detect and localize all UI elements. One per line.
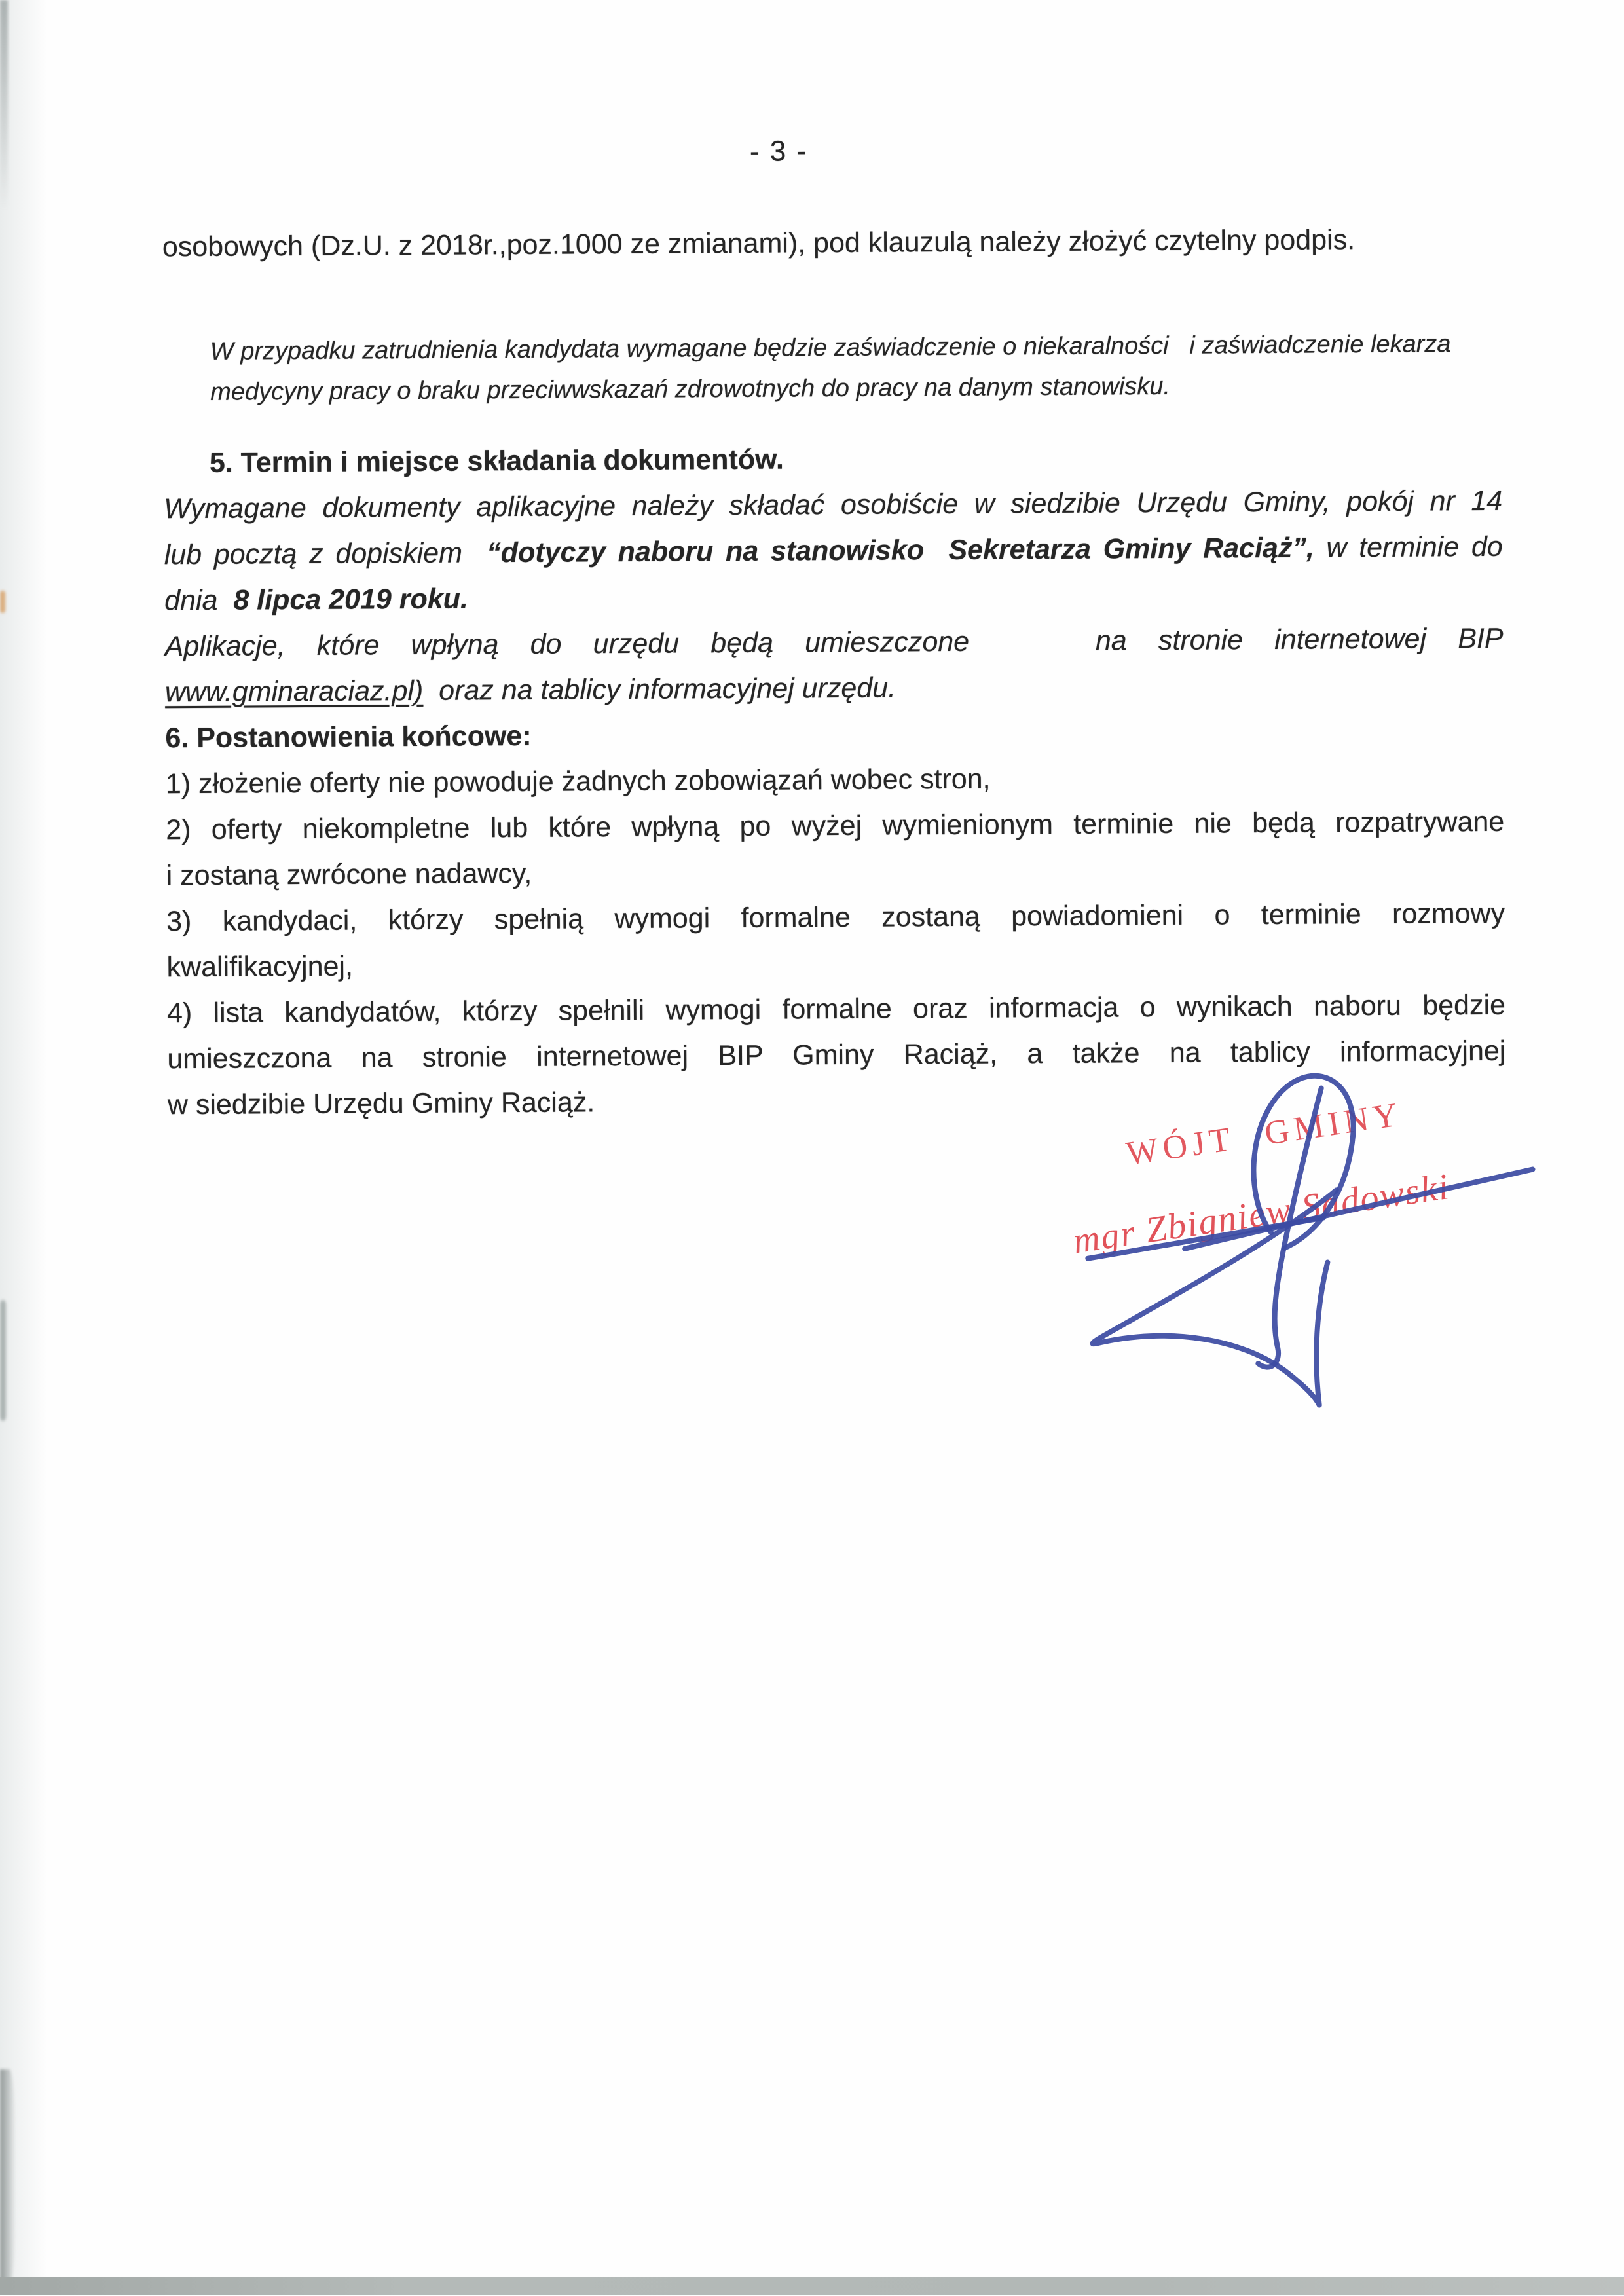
text-segment: “dotyczy naboru na stanowisko Sekretarza Gminy Raciąż”, bbox=[487, 532, 1314, 569]
text-line bbox=[164, 616, 1503, 669]
text-segment: Aplikacje, które wpłyną do urzędu będą umieszczone na stronie internetowej BIP bbox=[164, 622, 1504, 663]
text-segment: 8 lipca 2019 roku. bbox=[233, 583, 469, 616]
text-line bbox=[166, 936, 1505, 990]
scan-artifact-sliver bbox=[0, 1300, 6, 1421]
text-segment: Wymagane dokumenty aplikacyjne należy składać osobiście w siedzibie Urzędu Gminy, pokój nr 14 bbox=[164, 485, 1503, 525]
text-line bbox=[164, 478, 1502, 532]
document-body bbox=[162, 216, 1506, 1128]
text-line bbox=[210, 364, 1504, 413]
text-segment: 1) złożenie oferty nie powoduje żadnych zobowiązań wobec stron, bbox=[165, 763, 991, 800]
text-line bbox=[166, 845, 1505, 898]
text-segment: 3) kandydaci, którzy spełnią wymogi formalne zostaną powiadomieni o terminie rozmowy bbox=[166, 897, 1505, 938]
text-line bbox=[164, 570, 1503, 623]
text-segment: 2) oferty niekompletne lub które wpłyną po wyżej wymienionym terminie nie będą rozpatrywane bbox=[166, 805, 1505, 846]
text-segment: lub pocztą z dopiskiem bbox=[164, 537, 487, 571]
section-5-heading: 5. Termin i miejsce składania dokumentów. bbox=[209, 443, 784, 479]
text-line bbox=[162, 216, 1501, 270]
stamp-name-zbigniew-sadowski: mgr Zbigniew Sadowski bbox=[1070, 1166, 1452, 1262]
stamp-title-wojt-gminy: WÓJT GMINY bbox=[1124, 1095, 1405, 1174]
text-segment: w siedzibie Urzędu Gminy Raciąż. bbox=[167, 1086, 595, 1121]
url-text: www.gminaraciaz.pl) bbox=[164, 675, 424, 709]
intro-paragraph bbox=[162, 216, 1501, 270]
signature-ink-crossbar-long bbox=[1185, 1170, 1534, 1249]
text-line bbox=[164, 524, 1503, 578]
text-segment: kwalifikacyjnej, bbox=[166, 950, 354, 984]
text-segment: medycyny pracy o braku przeciwwskazań zdrowotnych do pracy na danym stanowisku. bbox=[210, 372, 1171, 406]
section-6-heading: 6. Postanowienia końcowe: bbox=[165, 720, 532, 754]
text-segment: dnia bbox=[164, 584, 234, 617]
text-line bbox=[166, 753, 1504, 807]
text-segment: w terminie do bbox=[1314, 530, 1503, 564]
employment-note bbox=[210, 324, 1504, 413]
text-segment: umieszczona na stronie internetowej BIP Gminy Raciąż, a także na tablicy informacyjnej bbox=[167, 1035, 1506, 1075]
page-number: - 3 - bbox=[749, 135, 808, 168]
text-segment: oraz na tablicy informacyjnej urzędu. bbox=[423, 672, 896, 707]
text-line bbox=[166, 799, 1504, 853]
text-segment: W przypadku zatrudnienia kandydata wymagane będzie zaświadczenie o niekaralności i zaświadczenie lekarza bbox=[210, 330, 1451, 365]
signature-svg bbox=[1026, 1059, 1552, 1416]
text-segment: i zostaną zwrócone nadawcy, bbox=[166, 857, 532, 892]
section-5-paragraph bbox=[164, 478, 1504, 715]
text-line bbox=[167, 982, 1505, 1036]
text-line bbox=[210, 324, 1504, 372]
text-segment: 4) lista kandydatów, którzy spełnili wymogi formalne oraz informacja o wynikach naboru będzie bbox=[166, 989, 1506, 1029]
text-line bbox=[166, 891, 1505, 944]
text-segment: osobowych (Dz.U. z 2018r.,poz.1000 ze zmianami), pod klauzulą należy złożyć czytelny podpis. bbox=[162, 224, 1356, 263]
text-line bbox=[165, 661, 1504, 715]
